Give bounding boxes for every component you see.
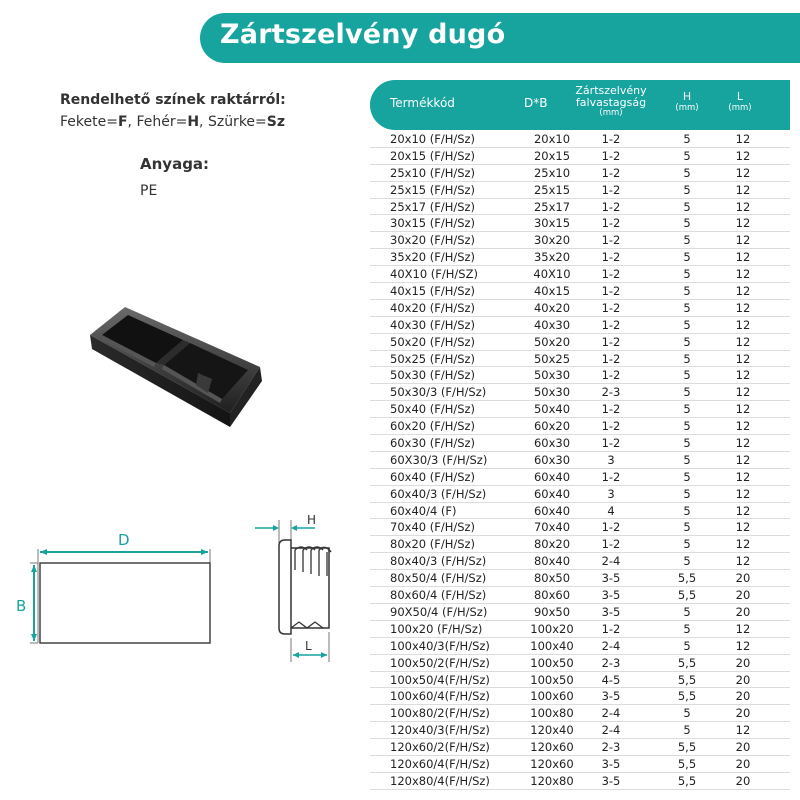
header-l-unit: (mm) [728,102,752,113]
product-photo [80,295,280,445]
cell-l: 12 [735,334,751,349]
cell-db: 60x20 [533,419,571,434]
cell-wall-thickness: 1-2 [601,469,621,484]
cell-wall-thickness: 2-4 [601,723,621,738]
color-separator: , [127,114,137,130]
cell-db: 30x20 [533,233,571,248]
table-row [370,334,790,351]
cell-db: 100x80 [530,706,574,721]
cell-product-code: 100x20 (F/H/Sz) [390,621,483,636]
cell-h: 5 [683,267,691,282]
cell-product-code: 120x60/4(F/H/Sz) [390,756,490,771]
cell-product-code: 100x40/3(F/H/Sz) [390,638,490,653]
side-view-drawing [255,510,365,670]
cell-product-code: 40X10 (F/H/SZ) [390,267,478,282]
cell-wall-thickness: 1-2 [601,216,621,231]
cell-h: 5 [683,233,691,248]
color-black-code: F [117,114,128,130]
cell-wall-thickness: 3-5 [601,604,621,619]
cell-l: 12 [735,250,751,265]
cell-l: 20 [735,773,751,788]
cell-h: 5 [683,706,691,721]
cell-l: 12 [735,233,751,248]
cell-l: 12 [735,385,751,400]
cell-l: 12 [735,216,751,231]
cell-l: 12 [735,368,751,383]
cell-product-code: 100x60/4(F/H/Sz) [390,689,490,704]
cell-product-code: 80x20 (F/H/Sz) [390,537,476,552]
cell-h: 5,5 [677,756,697,771]
cell-h: 5 [683,334,691,349]
cell-l: 12 [735,554,751,569]
cell-wall-thickness: 3-5 [601,588,621,603]
cell-h: 5 [683,554,691,569]
cell-wall-thickness: 2-4 [601,706,621,721]
dimension-l-label: L [305,639,312,653]
cell-l: 12 [735,419,751,434]
cell-wall-thickness: 1-2 [601,250,621,265]
table-row [370,486,790,503]
cell-wall-thickness: 2-4 [601,554,621,569]
cell-product-code: 120x80/4(F/H/Sz) [390,773,490,788]
cell-db: 80x60 [533,588,571,603]
cell-l: 12 [735,148,751,163]
cell-l: 12 [735,486,751,501]
cell-wall-thickness: 1-2 [601,334,621,349]
cell-l: 12 [735,402,751,417]
cell-product-code: 20x15 (F/H/Sz) [390,148,476,163]
cell-db: 25x15 [533,182,571,197]
table-row [370,165,790,182]
cell-h: 5,5 [677,588,697,603]
cell-db: 40x20 [533,300,571,315]
color-info [60,92,286,130]
cell-wall-thickness: 3-5 [601,571,621,586]
cell-wall-thickness: 1-2 [601,300,621,315]
table-row [370,182,790,199]
table-row [370,300,790,317]
cell-l: 20 [735,672,751,687]
table-row [370,249,790,266]
color-white-code: H [187,114,200,130]
table-row [370,536,790,553]
cell-wall-thickness: 2-3 [601,740,621,755]
cell-db: 40x15 [533,284,571,299]
table-row [370,418,790,435]
cell-h: 5 [683,402,691,417]
cell-l: 20 [735,740,751,755]
cell-wall-thickness: 1-2 [601,537,621,552]
cell-product-code: 50x25 (F/H/Sz) [390,351,476,366]
cell-product-code: 100x50/4(F/H/Sz) [390,672,490,687]
cell-db: 40X10 [533,267,571,282]
color-black-label: Fekete= [60,114,118,130]
cell-product-code: 120x60/2(F/H/Sz) [390,740,490,755]
cell-db: 100x40 [530,638,574,653]
cell-db: 100x20 [530,621,574,636]
cell-wall-thickness: 1-2 [601,317,621,332]
table-row [370,773,790,790]
cell-wall-thickness: 1-2 [601,182,621,197]
cell-l: 12 [735,638,751,653]
cell-h: 5 [683,351,691,366]
cell-l: 12 [735,351,751,366]
cell-db: 60x40 [533,486,571,501]
cell-db: 100x50 [530,655,574,670]
cell-h: 5 [683,537,691,552]
cell-wall-thickness: 4 [607,503,615,518]
cell-db: 120x60 [530,740,574,755]
cell-h: 5 [683,604,691,619]
cell-h: 5 [683,638,691,653]
table-row [370,739,790,756]
cell-db: 80x20 [533,537,571,552]
cell-db: 50x20 [533,334,571,349]
table-row [370,367,790,384]
cell-h: 5 [683,165,691,180]
dimension-d-label: D [118,531,130,549]
cell-db: 100x50 [530,672,574,687]
cell-wall-thickness: 1-2 [601,132,621,146]
table-row [370,638,790,655]
cell-product-code: 30x20 (F/H/Sz) [390,233,476,248]
table-row [370,604,790,621]
cell-db: 80x50 [533,571,571,586]
cell-wall-thickness: 3-5 [601,773,621,788]
header-wall-thickness [570,85,652,118]
table-row [370,148,790,165]
colors-list [60,114,286,130]
cell-l: 12 [735,452,751,467]
cell-h: 5 [683,436,691,451]
cell-product-code: 40x15 (F/H/Sz) [390,284,476,299]
cell-l: 12 [735,723,751,738]
cell-l: 12 [735,300,751,315]
cell-l: 20 [735,588,751,603]
cell-product-code: 80x40/3 (F/H/Sz) [390,554,487,569]
table-row [370,283,790,300]
cell-product-code: 60x40/4 (F) [390,503,457,518]
table-row [370,215,790,232]
table-row [370,621,790,638]
colors-heading: Rendelhető színek raktárról: [60,92,286,108]
cell-l: 12 [735,182,751,197]
cell-l: 20 [735,655,751,670]
material-value: PE [140,183,158,199]
cell-product-code: 25x15 (F/H/Sz) [390,182,476,197]
cell-h: 5 [683,486,691,501]
cell-wall-thickness: 1-2 [601,165,621,180]
table-row [370,266,790,283]
cell-wall-thickness: 2-3 [601,385,621,400]
header-wall-unit: (mm) [599,108,623,119]
cell-wall-thickness: 1-2 [601,368,621,383]
cell-db: 120x60 [530,756,574,771]
cell-db: 70x40 [533,520,571,535]
table-row [370,435,790,452]
cell-wall-thickness: 1-2 [601,267,621,282]
cell-product-code: 50x30/3 (F/H/Sz) [390,385,487,400]
cell-product-code: 50x20 (F/H/Sz) [390,334,476,349]
table-row [370,131,790,148]
cell-db: 40x30 [533,317,571,332]
table-row [370,503,790,520]
dimension-h-label: H [307,513,317,527]
cell-h: 5 [683,317,691,332]
cell-wall-thickness: 3 [607,486,615,501]
cell-l: 12 [735,520,751,535]
cell-h: 5 [683,723,691,738]
cell-db: 60x30 [533,452,571,467]
cell-wall-thickness: 3-5 [601,756,621,771]
cell-l: 20 [735,706,751,721]
cell-product-code: 25x17 (F/H/Sz) [390,199,476,214]
cell-h: 5 [683,503,691,518]
cell-h: 5 [683,250,691,265]
cell-product-code: 100x50/2(F/H/Sz) [390,655,490,670]
cell-l: 12 [735,132,751,146]
material-info [140,155,209,199]
header-db: D*B [524,96,548,110]
cell-db: 35x20 [533,250,571,265]
cell-wall-thickness: 1-2 [601,436,621,451]
cell-wall-thickness: 1-2 [601,233,621,248]
table-row [370,519,790,536]
cell-db: 60x40 [533,469,571,484]
cell-h: 5,5 [677,689,697,704]
table-row [370,317,790,334]
table-row [370,587,790,604]
cell-h: 5 [683,182,691,197]
table-row [370,655,790,672]
cell-db: 80x40 [533,554,571,569]
table-row [370,452,790,469]
cell-l: 20 [735,756,751,771]
cell-h: 5 [683,621,691,636]
cell-product-code: 80x50/4 (F/H/Sz) [390,571,487,586]
title-banner [200,13,800,63]
cell-db: 60x40 [533,503,571,518]
cell-db: 25x17 [533,199,571,214]
cell-product-code: 90X50/4 (F/H/Sz) [390,604,488,619]
cell-l: 12 [735,317,751,332]
cell-h: 5 [683,385,691,400]
cell-wall-thickness: 1-2 [601,284,621,299]
front-view-drawing [10,525,230,655]
header-l [725,91,755,112]
cell-product-code: 60x40 (F/H/Sz) [390,469,476,484]
cell-product-code: 25x10 (F/H/Sz) [390,165,476,180]
cell-wall-thickness: 4-5 [601,672,621,687]
cell-h: 5 [683,199,691,214]
cell-product-code: 40x20 (F/H/Sz) [390,300,476,315]
cell-h: 5,5 [677,740,697,755]
cell-wall-thickness: 3-5 [601,689,621,704]
header-l-label: L [736,90,744,103]
cell-h: 5 [683,368,691,383]
header-h-label: H [682,90,692,103]
cell-db: 50x40 [533,402,571,417]
cell-product-code: 30x15 (F/H/Sz) [390,216,476,231]
cell-l: 12 [735,199,751,214]
cell-h: 5 [683,469,691,484]
cell-db: 20x10 [533,132,571,146]
table-row [370,351,790,368]
cell-db: 50x30 [533,385,571,400]
cell-h: 5,5 [677,655,697,670]
cell-h: 5 [683,520,691,535]
cell-db: 90x50 [533,604,571,619]
cell-wall-thickness: 1-2 [601,520,621,535]
cell-wall-thickness: 1-2 [601,621,621,636]
cell-h: 5 [683,132,691,146]
table-row [370,199,790,216]
color-separator: , [199,114,208,130]
product-table-body [370,131,790,790]
header-wall-line2: falvastagság [575,95,647,109]
cell-h: 5 [683,216,691,231]
table-row [370,401,790,418]
cell-product-code: 40x30 (F/H/Sz) [390,317,476,332]
cell-l: 20 [735,604,751,619]
header-h [672,91,702,112]
cell-wall-thickness: 2-4 [601,638,621,653]
cell-h: 5,5 [677,672,697,687]
cell-wall-thickness: 1-2 [601,148,621,163]
table-row [370,688,790,705]
cell-product-code: 60x20 (F/H/Sz) [390,419,476,434]
cell-product-code: 50x40 (F/H/Sz) [390,402,476,417]
cell-h: 5 [683,419,691,434]
cell-l: 12 [735,537,751,552]
table-row [370,553,790,570]
cell-l: 12 [735,436,751,451]
cell-product-code: 60x40/3 (F/H/Sz) [390,486,487,501]
cell-h: 5 [683,300,691,315]
header-product-code: Termékkód [390,96,455,110]
cell-wall-thickness: 3 [607,452,615,467]
header-h-unit: (mm) [675,102,699,113]
table-row [370,705,790,722]
cell-l: 12 [735,503,751,518]
table-header [370,80,790,130]
cell-h: 5 [683,148,691,163]
cell-wall-thickness: 1-2 [601,351,621,366]
cell-product-code: 70x40 (F/H/Sz) [390,520,476,535]
cell-wall-thickness: 1-2 [601,199,621,214]
cell-db: 100x60 [530,689,574,704]
cell-h: 5,5 [677,773,697,788]
table-row [370,756,790,773]
cell-db: 50x25 [533,351,571,366]
cell-product-code: 60X30/3 (F/H/Sz) [390,452,488,467]
cell-product-code: 100x80/2(F/H/Sz) [390,706,490,721]
cell-db: 120x40 [530,723,574,738]
table-row [370,469,790,486]
cell-l: 12 [735,621,751,636]
cell-db: 120x80 [530,773,574,788]
cell-product-code: 20x10 (F/H/Sz) [390,132,476,146]
cell-l: 20 [735,689,751,704]
cell-h: 5 [683,452,691,467]
color-white-label: Fehér= [136,114,188,130]
cell-product-code: 80x60/4 (F/H/Sz) [390,588,487,603]
cell-l: 12 [735,165,751,180]
table-row [370,570,790,587]
table-row [370,672,790,689]
cell-l: 12 [735,267,751,282]
dimension-b-label: B [16,597,27,615]
table-row [370,722,790,739]
cell-l: 12 [735,469,751,484]
cell-db: 50x30 [533,368,571,383]
cell-wall-thickness: 2-3 [601,655,621,670]
table-row [370,232,790,249]
cell-h: 5 [683,284,691,299]
cell-product-code: 50x30 (F/H/Sz) [390,368,476,383]
header-wall-line1: Zártszelvény [575,84,647,97]
cell-db: 60x30 [533,436,571,451]
cell-db: 20x15 [533,148,571,163]
cell-product-code: 120x40/3(F/H/Sz) [390,723,490,738]
cell-product-code: 60x30 (F/H/Sz) [390,436,476,451]
cell-db: 25x10 [533,165,571,180]
cell-l: 20 [735,571,751,586]
cell-wall-thickness: 1-2 [601,419,621,434]
table-row [370,384,790,401]
page-title: Zártszelvény dugó [220,19,506,50]
material-heading: Anyaga: [140,155,210,173]
cell-wall-thickness: 1-2 [601,402,621,417]
cell-h: 5,5 [677,571,697,586]
color-grey-code: Sz [266,114,286,130]
cell-db: 30x15 [533,216,571,231]
cell-product-code: 35x20 (F/H/Sz) [390,250,476,265]
cell-l: 12 [735,284,751,299]
color-grey-label: Szürke= [207,114,267,130]
